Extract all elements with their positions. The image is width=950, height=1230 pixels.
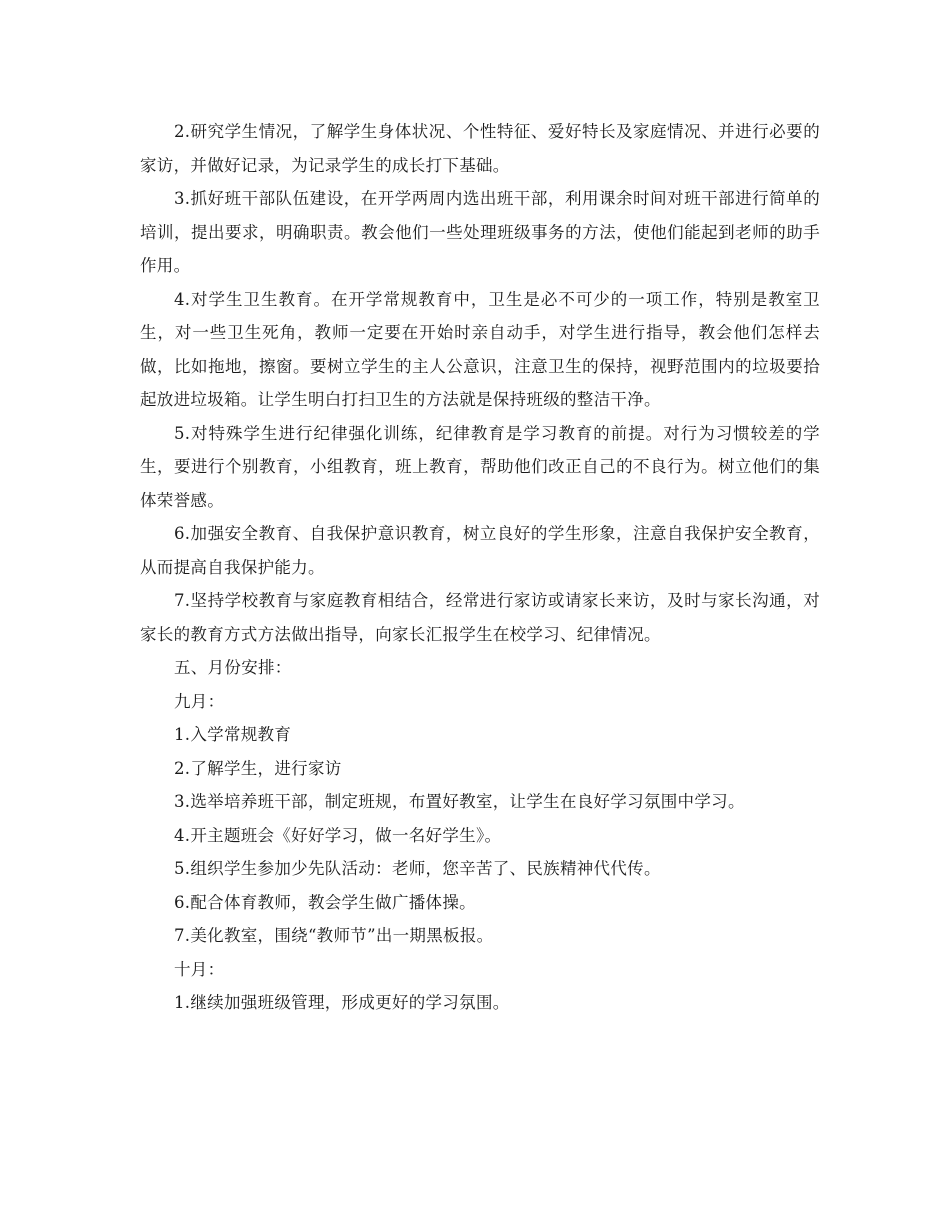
paragraph-item-2: 2.研究学生情况，了解学生身体状况、个性特征、爱好特长及家庭情况、并进行必要的家访，并做好记录，为记录学生的成长打下基础。 <box>140 122 820 175</box>
paragraph-item-7: 7.坚持学校教育与家庭教育相结合，经常进行家访或请家长来访，及时与家长沟通，对家长的教育方式方法做出指导，向家长汇报学生在校学习、纪律情况。 <box>140 591 820 644</box>
month-heading-september: 九月： <box>174 691 225 711</box>
paragraph-item-4: 4.对学生卫生教育。在开学常规教育中，卫生是必不可少的一项工作，特别是教室卫生，对一些卫生死角，教师一定要在开始时亲自动手，对学生进行指导，教会他们怎样去做，比如拖地，擦窗。要树立学生的主人公意识，注意卫生的保持，视野范围内的垃圾要拾起放进垃圾箱。让学生明白打扫卫生的方法就是保持班级的整洁干净。 <box>140 289 820 409</box>
paragraph-item-5: 5.对特殊学生进行纪律强化训练，纪律教育是学习教育的前提。对行为习惯较差的学生，要进行个别教育，小组教育，班上教育，帮助他们改正自己的不良行为。树立他们的集体荣誉感。 <box>140 423 820 510</box>
month-heading-october: 十月： <box>174 959 225 979</box>
list-item: 4.开主题班会《好好学习，做一名好学生》。 <box>174 825 502 845</box>
document-body <box>140 115 820 1020</box>
paragraph-item-3: 3.抓好班干部队伍建设，在开学两周内选出班干部，利用课余时间对班干部进行简单的培训，提出要求，明确职责。教会他们一些处理班级事务的方法，使他们能起到老师的助手作用。 <box>140 189 820 275</box>
list-item: 5.组织学生参加少先队活动：老师，您辛苦了、民族精神代代传。 <box>174 859 661 878</box>
list-item: 1.入学常规教育 <box>174 725 292 744</box>
section-heading: 五、月份安排： <box>174 658 292 677</box>
list-item: 6.配合体育教师，教会学生做广播体操。 <box>174 892 476 912</box>
list-item: 1.继续加强班级管理，形成更好的学习氛围。 <box>174 993 510 1012</box>
list-item: 7.美化教室，围绕“教师节”出一期黑板报。 <box>174 926 494 945</box>
paragraph-item-6: 6.加强安全教育、自我保护意识教育，树立良好的学生形象，注意自我保护安全教育，从而提高自我保护能力。 <box>140 524 820 577</box>
list-item: 3.选举培养班干部，制定班规，布置好教室，让学生在良好学习氛围中学习。 <box>174 792 745 811</box>
list-item: 2.了解学生，进行家访 <box>174 758 342 778</box>
